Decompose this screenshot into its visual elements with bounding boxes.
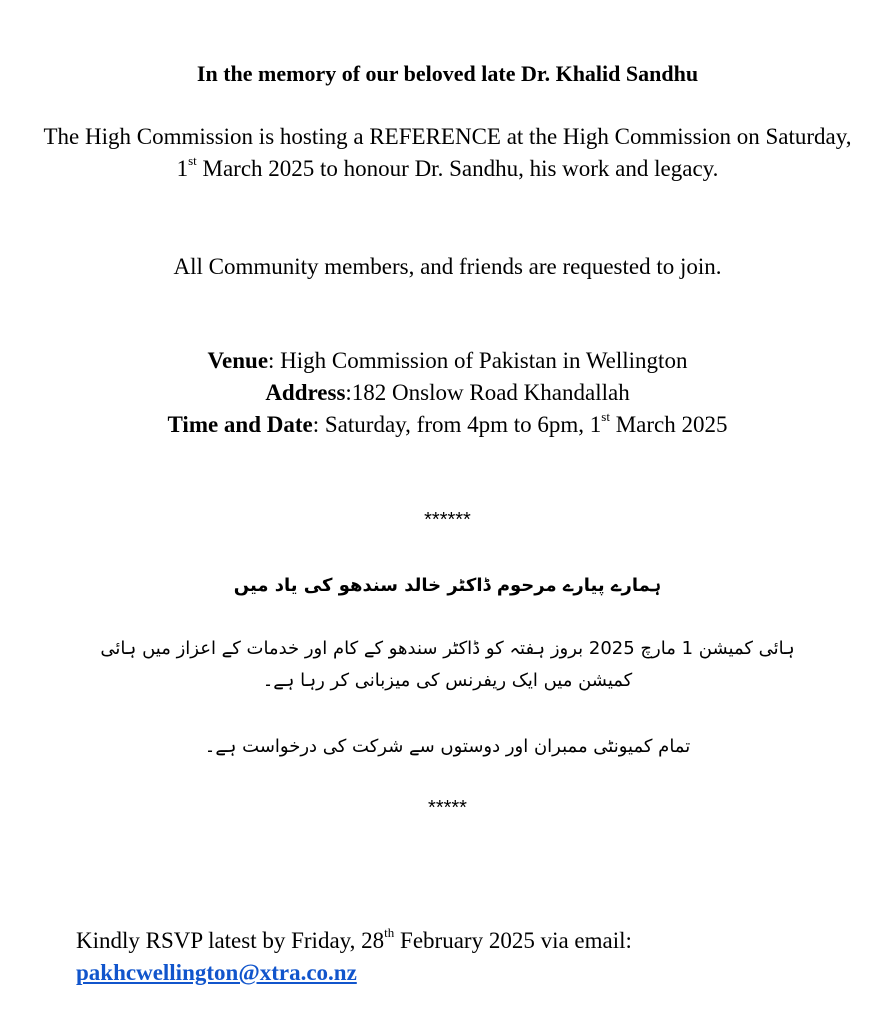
address-label: Address bbox=[265, 380, 346, 405]
rsvp-line bbox=[76, 925, 836, 957]
separator-stars: ****** bbox=[424, 509, 471, 531]
address-value: :182 Onslow Road Khandallah bbox=[345, 380, 630, 405]
intro-text: The High Commission is hosting a REFERENCE at the High Commission on Saturday, 1 bbox=[43, 124, 852, 181]
intro-paragraph bbox=[40, 121, 855, 185]
rsvp-text: Kindly RSVP latest by Friday, 28 bbox=[76, 928, 385, 953]
urdu-intro-paragraph: ہائی کمیشن 1 مارچ 2025 بروز ہفتہ کو ڈاکٹر سندھو کے کام اور خدمات کے اعزاز میں ہائی کمیشن میں ایک ریفرنس کی میزبانی کر رہا ہے۔ bbox=[100, 638, 795, 691]
urdu-title: ہمارے پیارے مرحوم ڈاکٹر خالد سندھو کی یاد میں bbox=[233, 575, 662, 596]
time-value: : Saturday, from 4pm to 6pm, 1 bbox=[312, 412, 602, 437]
venue-line bbox=[40, 345, 855, 377]
rsvp-text-continued: February 2025 via email: bbox=[394, 928, 632, 953]
venue-value: : High Commission of Pakistan in Wellington bbox=[268, 348, 688, 373]
intro-text-continued: March 2025 to honour Dr. Sandhu, his work and legacy. bbox=[196, 156, 719, 181]
intro-ordinal: st bbox=[188, 153, 197, 169]
urdu-join-request: تمام کمیونٹی ممبران اور دوستوں سے شرکت کی درخواست ہے۔ bbox=[204, 736, 691, 757]
time-ordinal: st bbox=[601, 409, 610, 425]
time-label: Time and Date bbox=[167, 412, 313, 437]
event-details bbox=[40, 345, 855, 441]
rsvp-ordinal: th bbox=[384, 925, 395, 941]
rsvp-email-link[interactable]: pakhcwellington@xtra.co.nz bbox=[76, 960, 357, 985]
address-line bbox=[40, 377, 855, 409]
time-value-continued: March 2025 bbox=[609, 412, 728, 437]
time-line bbox=[40, 409, 855, 441]
join-request: All Community members, and friends are requested to join. bbox=[173, 254, 722, 279]
venue-label: Venue bbox=[207, 348, 269, 373]
memorial-title: In the memory of our beloved late Dr. Khalid Sandhu bbox=[196, 61, 699, 86]
separator-stars-2: ***** bbox=[428, 797, 467, 819]
